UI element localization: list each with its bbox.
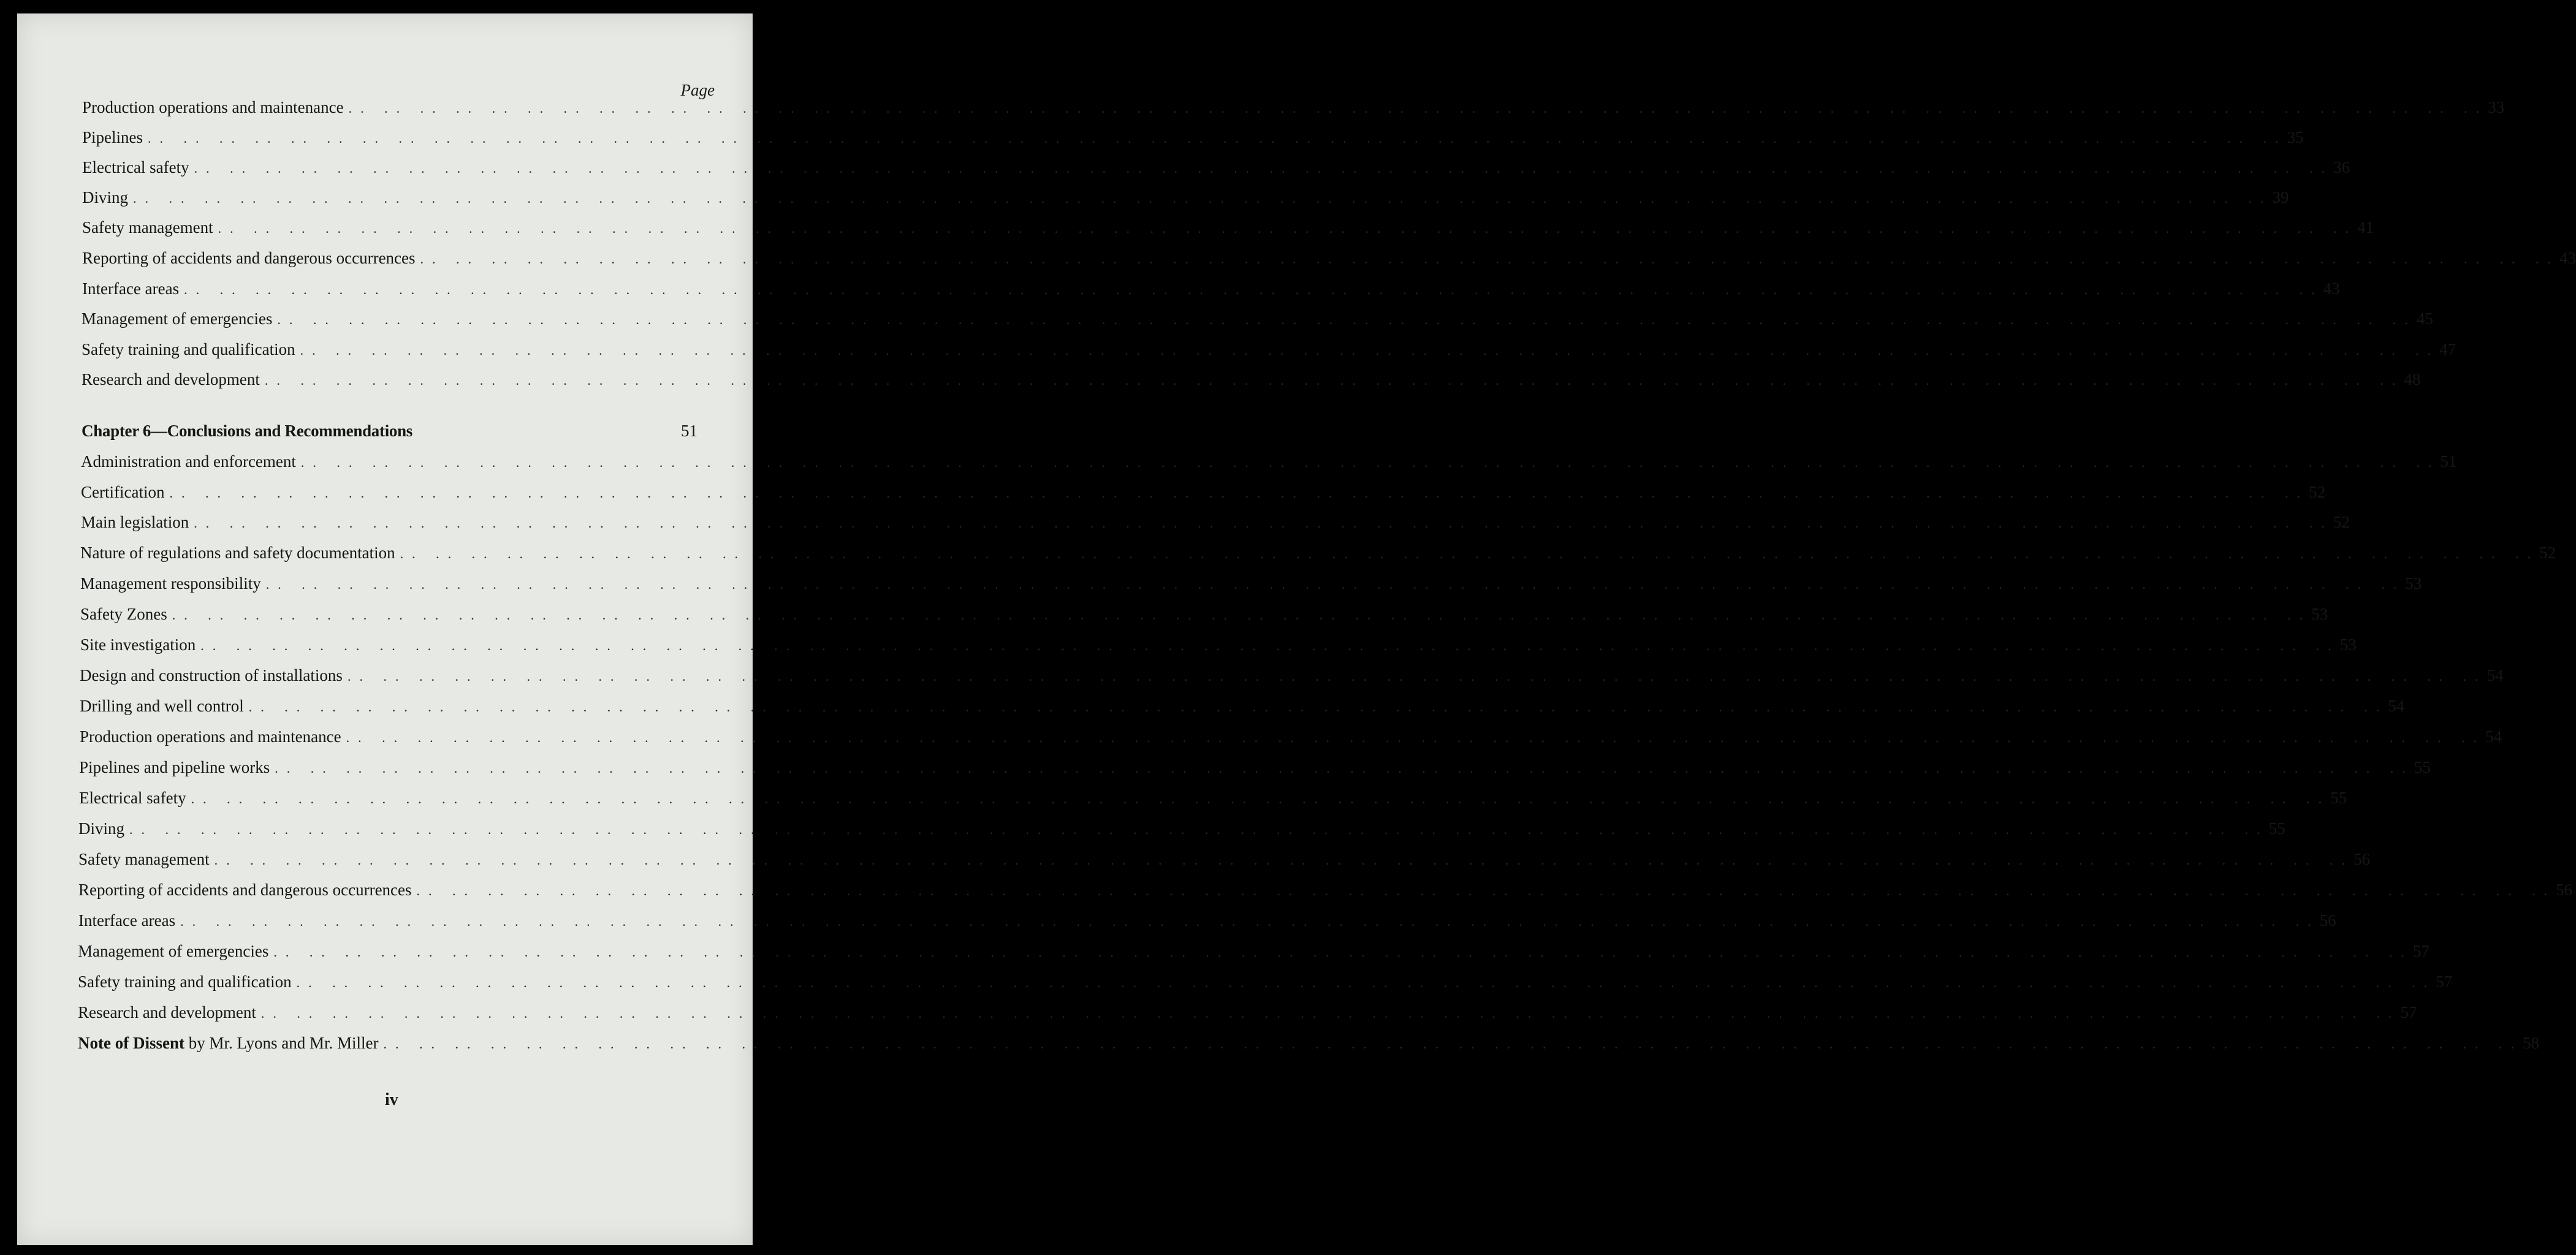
- toc-entry-page-number: 41: [2357, 218, 2374, 237]
- dot-leader: .. .. .. .. .. .. .. .. .. .. .. .. .. .. .. .. .. .. .. .. .. .. .. .. .. .. .. .. .. .. .. .. .. .. .. .. .. .. .. .. .. .. .. .. .. .. .. .. .. .. .. .. .. .. .. .. .. .. .. ..: [194, 161, 2334, 176]
- dot-leader: .. .. .. .. .. .. .. .. .. .. .. .. .. .. .. .. .. .. .. .. .. .. .. .. .. .. .. .. .. .. .. .. .. .. .. .. .. .. .. .. .. .. .. .. .. .. .. .. .. .. .. .. .. .. .. .. .. .. .. ..: [148, 131, 2287, 146]
- toc-entry: [82, 309, 2433, 334]
- toc-entry: [82, 188, 2289, 213]
- toc-entry-title: Chapter 6—Conclusions and Recommendations: [82, 422, 413, 440]
- toc-entry: [80, 544, 2556, 568]
- toc-entry-title: Safety training and qualification: [82, 340, 295, 358]
- toc-entry-page-number: 53: [2405, 574, 2422, 593]
- dot-leader: .. .. .. .. .. .. .. .. .. .. .. .. .. .. .. .. .. .. .. .. .. .. .. .. .. .. .. .. .. .. .. .. .. .. .. .. .. .. .. .. .. .. .. .. .. .. .. .. .. .. .. .. .. .. .. .. .. .. .. ..: [420, 251, 2560, 267]
- dot-leader: .. .. .. .. .. .. .. .. .. .. .. .. .. .. .. .. .. .. .. .. .. .. .. .. .. .. .. .. .. .. .. .. .. .. .. .. .. .. .. .. .. .. .. .. .. .. .. .. .. .. .. .. .. .. .. .. .. .. .. ..: [194, 515, 2333, 531]
- toc-entry-page-number: 56: [2556, 881, 2573, 899]
- toc-entry-page-number: 54: [2487, 666, 2504, 684]
- toc-entry-title: Management of emergencies: [82, 309, 273, 328]
- dot-leader: .. .. .. .. .. .. .. .. .. .. .. .. .. .. .. .. .. .. .. .. .. .. .. .. .. .. .. .. .. .. .. .. .. .. .. .. .. .. .. .. .. .. .. .. .. .. .. .. .. .. .. .. .. .. .. .. .. .. .. ..: [260, 1006, 2401, 1021]
- toc-entry-page-number: 39: [2272, 188, 2289, 207]
- toc-entry-title: Safety Zones: [80, 605, 167, 623]
- toc-entry-page-number: 47: [2439, 340, 2456, 358]
- toc-entry: [78, 942, 2430, 966]
- toc-entry-title: Research and development: [78, 1003, 256, 1022]
- dot-leader: .. .. .. .. .. .. .. .. .. .. .. .. .. .. .. .. .. .. .. .. .. .. .. .. .. .. .. .. .. .. .. .. .. .. .. .. .. .. .. .. .. .. .. .. .. .. .. .. .. .. .. .. .. .. .. .. .. .. .. ..: [265, 577, 2406, 592]
- dot-leader: .. .. .. .. .. .. .. .. .. .. .. .. .. .. .. .. .. .. .. .. .. .. .. .. .. .. .. .. .. .. .. .. .. .. .. .. .. .. .. .. .. .. .. .. .. .. .. .. .. .. .. .. .. .. .. .. .. .. .. ..: [296, 975, 2436, 990]
- dot-leader: .. .. .. .. .. .. .. .. .. .. .. .. .. .. .. .. .. .. .. .. .. .. .. .. .. .. .. .. .. .. .. .. .. .. .. .. .. .. .. .. .. .. .. .. .. .. .. .. .. .. .. .. .. .. .. .. .. .. .. ..: [133, 191, 2273, 206]
- toc-entry-page-number: 52: [2539, 544, 2556, 562]
- toc-entry-title: Management responsibility: [80, 574, 261, 593]
- toc-entry-title: Nature of regulations and safety documentation: [80, 544, 395, 562]
- toc-entry: [78, 1034, 2539, 1058]
- dot-leader: .. .. .. .. .. .. .. .. .. .. .. .. .. .. .. .. .. .. .. .. .. .. .. .. .. .. .. .. .. .. .. .. .. .. .. .. .. .. .. .. .. .. .. .. .. .. .. .. .. .. .. .. .. .. .. .. .. .. .. ..: [191, 791, 2331, 806]
- toc-entry: [82, 128, 2304, 153]
- toc-entry: [78, 911, 2336, 936]
- toc-entry: [80, 635, 2357, 660]
- toc-entry-title: Electrical safety: [79, 789, 186, 807]
- toc-entry: [78, 1003, 2417, 1028]
- toc-entry-page-number: 56: [2354, 850, 2371, 868]
- toc-entry-title: Drilling and well control: [80, 697, 244, 715]
- toc-entry: [80, 697, 2405, 721]
- toc-entry-title: Safety management: [78, 850, 210, 868]
- toc-entry-page-number: 55: [2268, 819, 2285, 838]
- toc-entry: [82, 218, 2374, 243]
- toc-entry-page-number: 45: [2416, 309, 2433, 328]
- toc-entry: [80, 605, 2328, 629]
- page-folio: iv: [385, 1090, 398, 1109]
- toc-entry-title: Electrical safety: [82, 158, 189, 176]
- toc-entry: [80, 574, 2422, 599]
- toc-entry: [81, 452, 2457, 477]
- toc-entry: [82, 340, 2456, 365]
- toc-entry-page-number: 57: [2436, 973, 2453, 991]
- toc-entry-title: Pipelines: [82, 128, 143, 146]
- dot-leader: .. .. .. .. .. .. .. .. .. .. .. .. .. .. .. .. .. .. .. .. .. .. .. .. .. .. .. .. .. .. .. .. .. .. .. .. .. .. .. .. .. .. .. .. .. .. .. .. .. .. .. .. .. .. .. .. .. .. .. ..: [273, 944, 2413, 960]
- toc-entry-title: Diving: [82, 188, 129, 207]
- toc-entry-page-number: 55: [2330, 789, 2347, 807]
- page-column-header: Page: [680, 81, 715, 99]
- toc-entry-page-number: 52: [2333, 513, 2350, 531]
- toc-entry-page-number: 48: [2404, 370, 2421, 389]
- toc-entry-page-number: 36: [2333, 158, 2350, 176]
- toc-entry: [82, 422, 697, 446]
- toc-entry-page-number: 56: [2319, 911, 2336, 930]
- dot-leader: .. .. .. .. .. .. .. .. .. .. .. .. .. .. .. .. .. .. .. .. .. .. .. .. .. .. .. .. .. .. .. .. .. .. .. .. .. .. .. .. .. .. .. .. .. .. .. .. .. .. .. .. .. .. .. .. .. .. .. ..: [346, 730, 2486, 745]
- toc-entry-title: Production operations and maintenance: [82, 98, 344, 116]
- toc-entry-page-number: 43: [2323, 279, 2340, 298]
- toc-entry: [78, 850, 2371, 874]
- dot-leader: .. .. .. .. .. .. .. .. .. .. .. .. .. .. .. .. .. .. .. .. .. .. .. .. .. .. .. .. .. .. .. .. .. .. .. .. .. .. .. .. .. .. .. .. .. .. .. .. .. .. .. .. .. .. .. .. .. .. .. ..: [400, 546, 2540, 561]
- dot-leader: .. .. .. .. .. .. .. .. .. .. .. .. .. .. .. .. .. .. .. .. .. .. .. .. .. .. .. .. .. .. .. .. .. .. .. .. .. .. .. .. .. .. .. .. .. .. .. .. .. .. .. .. .. .. .. .. .. .. .. ..: [200, 638, 2340, 653]
- toc-entry-title: Pipelines and pipeline works: [79, 758, 270, 776]
- dot-leader: .. .. .. .. .. .. .. .. .. .. .. .. .. .. .. .. .. .. .. .. .. .. .. .. .. .. .. .. .. .. .. .. .. .. .. .. .. .. .. .. .. .. .. .. .. .. .. .. .. .. .. .. .. .. .. .. .. .. .. ..: [348, 100, 2488, 116]
- toc-entry: [80, 727, 2502, 752]
- toc-entry-page-number: 43: [2559, 249, 2576, 267]
- toc-entry-page-number: 55: [2414, 758, 2431, 776]
- toc-entry: [79, 789, 2347, 813]
- dot-leader: .. .. .. .. .. .. .. .. .. .. .. .. .. .. .. .. .. .. .. .. .. .. .. .. .. .. .. .. .. .. .. .. .. .. .. .. .. .. .. .. .. .. .. .. .. .. .. .. .. .. .. .. .. .. .. .. .. .. .. ..: [218, 221, 2358, 236]
- toc-entry: [82, 158, 2350, 183]
- toc-entry-page-number: 51: [2440, 452, 2457, 471]
- dot-leader: .. .. .. .. .. .. .. .. .. .. .. .. .. .. .. .. .. .. .. .. .. .. .. .. .. .. .. .. .. .. .. .. .. .. .. .. .. .. .. .. .. .. .. .. .. .. .. .. .. .. .. .. .. .. .. .. .. .. .. ..: [214, 852, 2354, 868]
- toc-entry: [82, 98, 2505, 123]
- dot-leader: .. .. .. .. .. .. .. .. .. .. .. .. .. .. .. .. .. .. .. .. .. .. .. .. .. .. .. .. .. .. .. .. .. .. .. .. .. .. .. .. .. .. .. .. .. .. .. .. .. .. .. .. .. .. .. .. .. .. .. ..: [184, 282, 2323, 297]
- toc-entry: [78, 973, 2453, 997]
- toc-entry-page-number: 51: [681, 422, 697, 440]
- dot-leader: .. .. .. .. .. .. .. .. .. .. .. .. .. .. .. .. .. .. .. .. .. .. .. .. .. .. .. .. .. .. .. .. .. .. .. .. .. .. .. .. .. .. .. .. .. .. .. .. .. .. .. .. .. .. .. .. .. .. .. ..: [172, 607, 2312, 623]
- toc-entry-title: [78, 1034, 378, 1053]
- dot-leader: .. .. .. .. .. .. .. .. .. .. .. .. .. .. .. .. .. .. .. .. .. .. .. .. .. .. .. .. .. .. .. .. .. .. .. .. .. .. .. .. .. .. .. .. .. .. .. .. .. .. .. .. .. .. .. .. .. .. .. ..: [300, 455, 2441, 470]
- dot-leader: .. .. .. .. .. .. .. .. .. .. .. .. .. .. .. .. .. .. .. .. .. .. .. .. .. .. .. .. .. .. .. .. .. .. .. .. .. .. .. .. .. .. .. .. .. .. .. .. .. .. .. .. .. .. .. .. .. .. .. ..: [169, 485, 2309, 501]
- dot-leader: .. .. .. .. .. .. .. .. .. .. .. .. .. .. .. .. .. .. .. .. .. .. .. .. .. .. .. .. .. .. .. .. .. .. .. .. .. .. .. .. .. .. .. .. .. .. .. .. .. .. .. .. .. .. .. .. .. .. .. ..: [347, 669, 2487, 684]
- toc-entry-page-number: 54: [2485, 727, 2502, 746]
- toc-entry-title: Safety training and qualification: [78, 973, 292, 991]
- toc-entry-title: Reporting of accidents and dangerous occurrences: [78, 881, 412, 899]
- toc-entry-title: Production operations and maintenance: [80, 727, 341, 746]
- toc-entry-title: Reporting of accidents and dangerous occurrences: [82, 249, 416, 267]
- toc-entry: [81, 483, 2325, 507]
- dot-leader: .. .. .. .. .. .. .. .. .. .. .. .. .. .. .. .. .. .. .. .. .. .. .. .. .. .. .. .. .. .. .. .. .. .. .. .. .. .. .. .. .. .. .. .. .. .. .. .. .. .. .. .. .. .. .. .. .. .. .. ..: [248, 699, 2388, 715]
- toc-entry-title: Main legislation: [81, 513, 189, 531]
- toc-entry-title: Diving: [78, 819, 125, 838]
- toc-entry-title: Interface areas: [78, 911, 176, 930]
- toc-entry-title-bold: Note of Dissent: [78, 1034, 184, 1052]
- toc-entry-title: Interface areas: [82, 279, 180, 298]
- toc-entry: [78, 819, 2285, 844]
- toc-entry-page-number: 53: [2339, 635, 2357, 654]
- toc-entry: [81, 513, 2350, 537]
- toc-entry-page-number: 57: [2412, 942, 2430, 960]
- toc-entry-page-number: 53: [2311, 605, 2328, 623]
- toc-entry-page-number: 57: [2400, 1003, 2417, 1022]
- toc-entry-page-number: 52: [2308, 483, 2325, 501]
- toc-entry: [79, 758, 2431, 783]
- dot-leader: .. .. .. .. .. .. .. .. .. .. .. .. .. .. .. .. .. .. .. .. .. .. .. .. .. .. .. .. .. .. .. .. .. .. .. .. .. .. .. .. .. .. .. .. .. .. .. .. .. .. .. .. .. .. .. .. .. .. .. ..: [275, 760, 2414, 776]
- toc-entry-page-number: 33: [2488, 98, 2505, 116]
- toc-entry: [78, 881, 2573, 905]
- dot-leader: .. .. .. .. .. .. .. .. .. .. .. .. .. .. .. .. .. .. .. .. .. .. .. .. .. .. .. .. .. .. .. .. .. .. .. .. .. .. .. .. .. .. .. .. .. .. .. .. .. .. .. .. .. .. .. .. .. .. .. ..: [180, 914, 2320, 929]
- dot-leader: .. .. .. .. .. .. .. .. .. .. .. .. .. .. .. .. .. .. .. .. .. .. .. .. .. .. .. .. .. .. .. .. .. .. .. .. .. .. .. .. .. .. .. .. .. .. .. .. .. .. .. .. .. .. .. .. .. .. .. ..: [129, 822, 2269, 837]
- toc-entry-page-number: 58: [2522, 1034, 2539, 1052]
- toc-entry: [82, 370, 2421, 395]
- toc-entry: [82, 279, 2340, 304]
- toc-entry-title: Administration and enforcement: [81, 452, 296, 471]
- toc-entry-title: Design and construction of installations: [80, 666, 343, 684]
- toc-entry-title: Safety management: [82, 218, 213, 237]
- toc-entry-title: Management of emergencies: [78, 942, 269, 960]
- dot-leader: .. .. .. .. .. .. .. .. .. .. .. .. .. .. .. .. .. .. .. .. .. .. .. .. .. .. .. .. .. .. .. .. .. .. .. .. .. .. .. .. .. .. .. .. .. .. .. .. .. .. .. .. .. .. .. .. .. .. .. ..: [416, 883, 2556, 898]
- dot-leader: .. .. .. .. .. .. .. .. .. .. .. .. .. .. .. .. .. .. .. .. .. .. .. .. .. .. .. .. .. .. .. .. .. .. .. .. .. .. .. .. .. .. .. .. .. .. .. .. .. .. .. .. .. .. .. .. .. .. .. ..: [277, 312, 2417, 327]
- toc-entry-title: Certification: [81, 483, 165, 501]
- toc-entry: [82, 249, 2576, 273]
- toc-entry-title-suffix: by Mr. Lyons and Mr. Miller: [184, 1034, 379, 1052]
- dot-leader: .. .. .. .. .. .. .. .. .. .. .. .. .. .. .. .. .. .. .. .. .. .. .. .. .. .. .. .. .. .. .. .. .. .. .. .. .. .. .. .. .. .. .. .. .. .. .. .. .. .. .. .. .. .. .. .. .. .. .. ..: [383, 1036, 2523, 1052]
- dot-leader: .. .. .. .. .. .. .. .. .. .. .. .. .. .. .. .. .. .. .. .. .. .. .. .. .. .. .. .. .. .. .. .. .. .. .. .. .. .. .. .. .. .. .. .. .. .. .. .. .. .. .. .. .. .. .. .. .. .. .. ..: [264, 373, 2404, 388]
- toc-entry-title: Research and development: [82, 370, 260, 389]
- toc-entry-page-number: 35: [2287, 128, 2304, 146]
- document-page: [17, 13, 2576, 1245]
- dot-leader: .. .. .. .. .. .. .. .. .. .. .. .. .. .. .. .. .. .. .. .. .. .. .. .. .. .. .. .. .. .. .. .. .. .. .. .. .. .. .. .. .. .. .. .. .. .. .. .. .. .. .. .. .. .. .. .. .. .. .. ..: [300, 343, 2440, 358]
- toc-entry-page-number: 54: [2388, 697, 2405, 715]
- toc-entry: [80, 666, 2504, 691]
- toc-entry-title: Site investigation: [80, 635, 196, 654]
